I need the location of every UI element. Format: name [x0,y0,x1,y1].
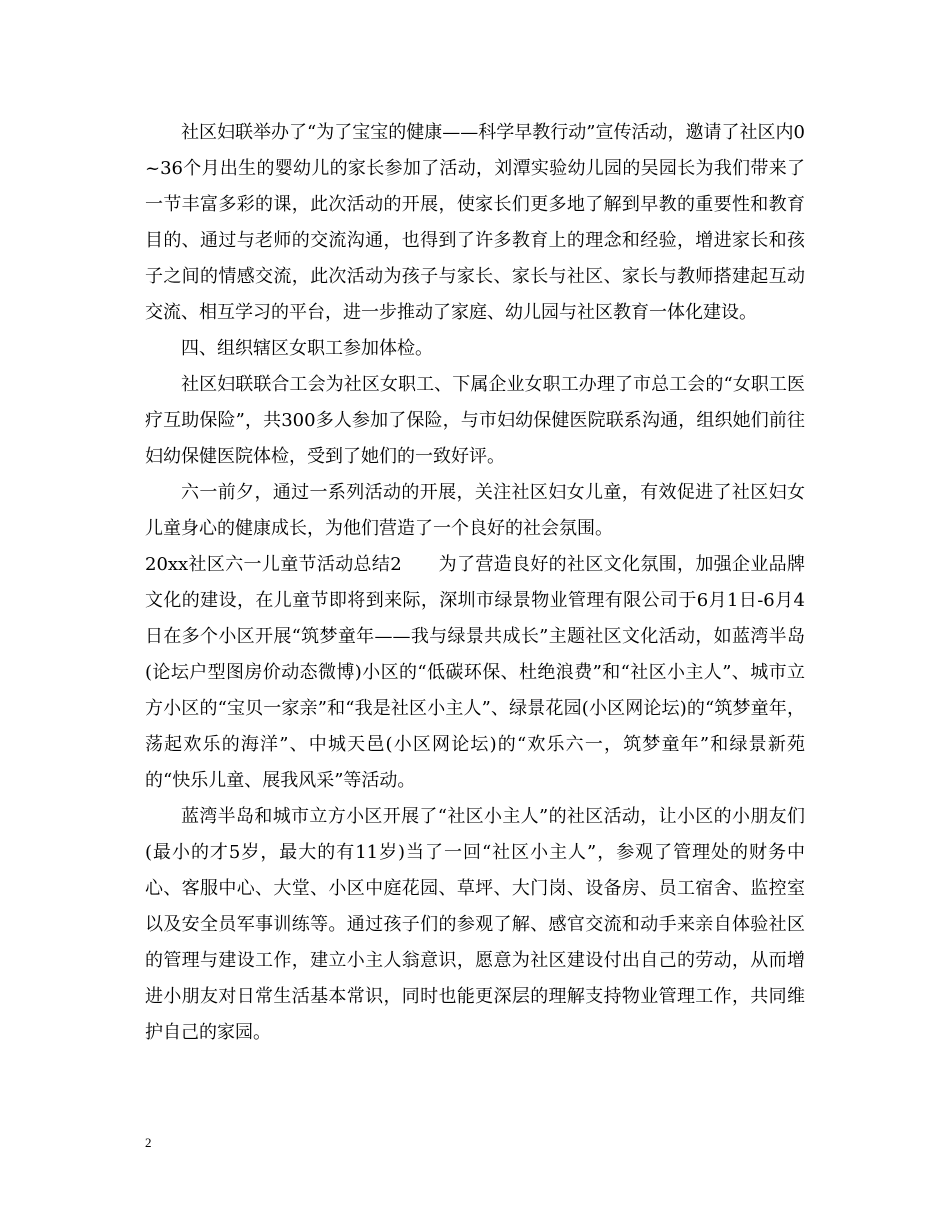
paragraph-health-insurance: 社区妇联联合工会为社区女职工、下属企业女职工办理了市总工会的“女职工医疗互助保险”，共300多人参加了保险，与市妇幼保健医院联系沟通，组织她们前往妇幼保健医院体检，受到了她们的一致好评。 [145,374,805,467]
paragraph-community-little-master: 蓝湾半岛和城市立方小区开展了“社区小主人”的社区活动，让小区的小朋友们(最小的才5岁，最大的有11岁)当了一回“社区小主人”，参观了管理处的财务中心、客服中心、大堂、小区中庭花园、草坪、大门岗、设备房、员工宿舍、监控室以及安全员军事训练等。通过孩子们的参观了解、感官交流和动手来亲自体验社区的管理与建设工作，建立小主人翁意识，愿意为社区建设付出自己的劳动，从而增进小朋友对日常生活基本常识，同时也能更深层的理解支持物业管理工作，共同维护自己的家园。 [145,806,805,1043]
document-body [145,115,805,1051]
section-heading-health-check: 四、组织辖区女职工参加体检。 [181,338,433,359]
page-number: 2 [145,1135,152,1150]
paragraph-early-education: 社区妇联举办了“为了宝宝的健康——科学早教行动”宣传活动，邀请了社区内0~36个月出生的婴幼儿的家长参加了活动，刘潭实验幼儿园的吴园长为我们带来了一节丰富多彩的课，此次活动的开展，使家长们更多地了解到早教的重要性和教育目的、通过与老师的交流沟通，也得到了许多教育上的理念和经验，增进家长和孩子之间的情感交流，此次活动为孩子与家长、家长与社区、家长与教师搭建起互动交流、相互学习的平台，进一步推动了家庭、幼儿园与社区教育一体化建设。 [145,122,805,323]
paragraph-childrens-day-eve: 六一前夕，通过一系列活动的开展，关注社区妇女儿童，有效促进了社区妇女儿童身心的健康成长，为他们营造了一个良好的社会氛围。 [145,482,805,539]
paragraph-summary-2: 20xx社区六一儿童节活动总结2 为了营造良好的社区文化氛围，加强企业品牌文化的建设，在儿童节即将到来际，深圳市绿景物业管理有限公司于6月1日-6月4日在多个小区开展“筑梦童年——我与绿景共成长”主题社区文化活动，如蓝湾半岛(论坛户型图房价动态微博)小区的“低碳环保、杜绝浪费”和“社区小主人”、城市立方小区的“宝贝一家亲”和“我是社区小主人”、绿景花园(小区网论坛)的“筑梦童年，荡起欢乐的海洋”、中城天邑(小区网论坛)的“欢乐六一，筑梦童年”和绿景新苑的“快乐儿童、展我风采”等活动。 [145,554,805,791]
